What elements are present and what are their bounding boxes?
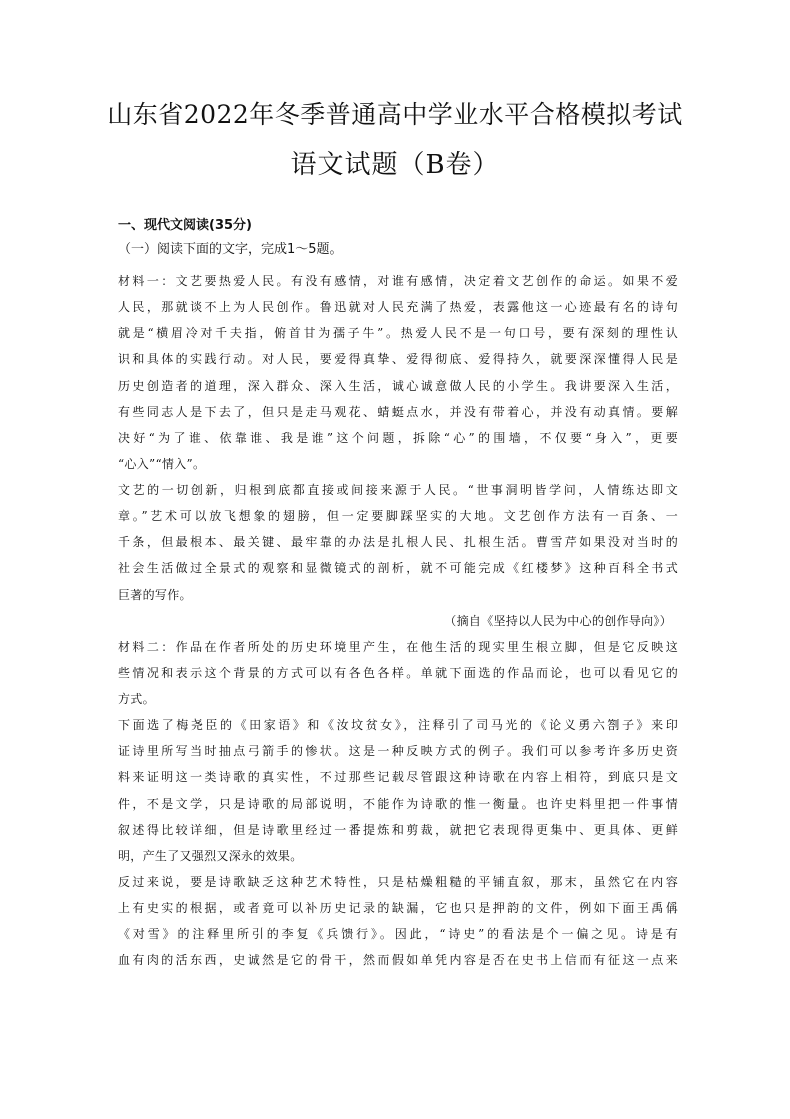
text-line: 章。”艺术可以放飞想象的翅膀，但一定要脚踩坚实的大地。文艺创作方法有一百条、一: [118, 509, 678, 524]
source-citation: （摘自《坚持以人民为中心的创作导向》）: [444, 613, 672, 628]
text-line: 料来证明这一类诗歌的真实性，不过那些记载尽管跟这种诗歌在内容上相符，到底只是文: [118, 770, 678, 785]
text-line: 件，不是文学，只是诗歌的局部说明，不能作为诗歌的惟一衡量。也许史料里把一件事情: [118, 796, 678, 811]
text-line: 有些同志人是下去了，但只是走马观花、蜻蜓点水，并没有带着心，并没有动真情。要解: [118, 404, 678, 419]
text-line: “心入”“情入”。: [118, 456, 206, 471]
reading-instruction: （一）阅读下面的文字，完成1～5题。: [118, 242, 343, 257]
text-line: 巨著的写作。: [118, 587, 192, 602]
text-line: 材料二：作品在作者所处的历史环境里产生，在他生活的现实里生根立脚，但是它反映这: [118, 639, 678, 654]
text-line: 决好“为了谁、依靠谁、我是谁”这个问题，拆除“心”的围墙，不仅要“身入”，更要: [118, 430, 678, 445]
text-line: 证诗里所写当时抽点弓箭手的惨状。这是一种反映方式的例子。我们可以参考许多历史资: [118, 744, 678, 759]
text-line: 文艺的一切创新，归根到底都直接或间接来源于人民。“世事洞明皆学问，人情练达即文: [118, 483, 678, 497]
exam-subtitle: 语文试题（B卷）: [290, 150, 500, 180]
text-line: 方式。: [118, 692, 155, 706]
text-line: 明，产生了又强烈又深永的效果。: [118, 848, 303, 863]
text-line: 社会生活做过全景式的观察和显微镜式的剖析，就不可能完成《红楼梦》这种百科全书式: [118, 561, 678, 576]
text-line: 血有肉的活东西，史诚然是它的骨干，然而假如单凭内容是否在史书上信而有征这一点来: [118, 953, 678, 968]
text-line: 反过来说，要是诗歌缺乏这种艺术特性，只是枯燥粗糙的平铺直叙，那末，虽然它在内容: [118, 874, 678, 889]
exam-title: 山东省2022年冬季普通高中学业水平合格模拟考试: [107, 100, 683, 129]
text-line: 《对雪》的注释里所引的李复《兵馈行》。因此，“诗史”的看法是个一偏之见。诗是有: [118, 927, 678, 942]
text-line: 识和具体的实践行动。对人民，要爱得真挚、爱得彻底、爱得持久，就要深深懂得人民是: [118, 352, 678, 367]
text-line: 叙述得比较详细，但是诗歌里经过一番提炼和剪裁，就把它表现得更集中、更具体、更鲜: [118, 822, 678, 837]
text-line: 人民，那就谈不上为人民创作。鲁迅就对人民充满了热爱，表露他这一心迹最有名的诗句: [118, 300, 678, 315]
text-line: 历史创造者的道理，深入群众、深入生活，诚心诚意做人民的小学生。我讲要深入生活，: [118, 378, 678, 393]
passage-text: [118, 268, 678, 973]
section-heading: 一、现代文阅读(35分): [118, 218, 252, 233]
text-line: 些情况和表示这个背景的方式可以有各色各样。单就下面选的作品而论，也可以看见它的: [118, 665, 678, 680]
text-line: 材料一：文艺要热爱人民。有没有感情，对谁有感情，决定着文艺创作的命运。如果不爱: [118, 274, 678, 288]
text-line: 下面选了梅尧臣的《田家语》和《汝坟贫女》，注释引了司马光的《论义勇六劄子》来印: [118, 718, 678, 733]
text-line: 千条，但最根本、最关键、最牢靠的办法是扎根人民、扎根生活。曹雪芹如果没对当时的: [118, 535, 678, 550]
text-line: 就是“横眉冷对千夫指，俯首甘为孺子牛”。热爱人民不是一句口号，要有深刻的理性认: [118, 326, 678, 341]
text-line: 上有史实的根据，或者竟可以补历史记录的缺漏，它也只是押韵的文件，例如下面王禹偁: [118, 901, 678, 915]
